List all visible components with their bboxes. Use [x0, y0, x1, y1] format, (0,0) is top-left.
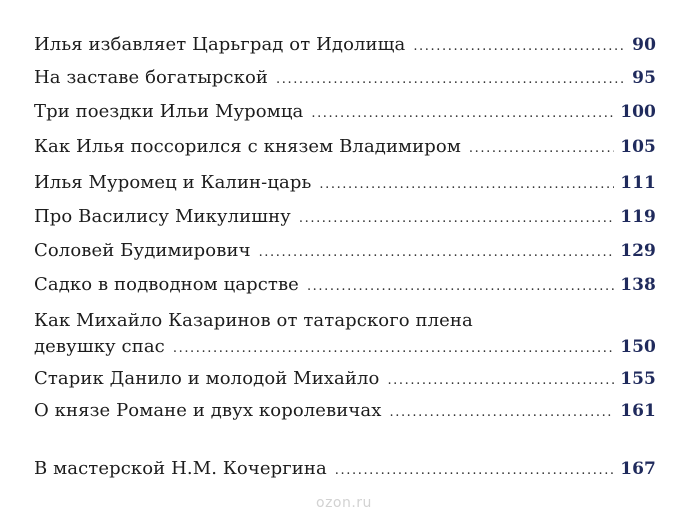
toc-entry-title: Как Илья поссорился с князем Владимиром [34, 136, 461, 157]
dot-leader [413, 34, 626, 60]
toc-entry [34, 366, 656, 392]
toc-entry-title: На заставе богатырской [34, 67, 268, 88]
toc-entry [34, 308, 656, 360]
toc-entry [34, 456, 656, 482]
dot-leader [173, 336, 614, 362]
toc-entry-page-number: 100 [620, 102, 656, 122]
dot-leader [319, 172, 614, 198]
dot-leader [299, 206, 614, 232]
toc-entry [34, 134, 656, 160]
toc-entry-title: Садко в подводном царстве [34, 274, 299, 295]
toc-entry-title: Как Михайло Казаринов от татарского плена [34, 310, 473, 331]
toc-entry-page-number: 90 [632, 35, 656, 55]
dot-leader [389, 400, 614, 426]
toc-entry-page-number: 161 [620, 401, 656, 421]
dot-leader [311, 101, 614, 127]
toc-entry [34, 170, 656, 196]
toc-entry [34, 238, 656, 264]
toc-entry-page-number: 155 [620, 369, 656, 389]
toc-entry [34, 99, 656, 125]
dot-leader [307, 274, 614, 300]
dot-leader [387, 368, 614, 394]
toc-entry-page-number: 129 [620, 241, 656, 261]
toc-entry-page-number: 150 [620, 337, 656, 357]
toc-entry-title: Илья Муромец и Калин-царь [34, 172, 312, 193]
toc-entry-title: О князе Романе и двух королевичах [34, 400, 382, 421]
toc-entry-page-number: 138 [620, 275, 656, 295]
toc-entry-page-number: 105 [620, 137, 656, 157]
toc-entry [34, 398, 656, 424]
toc-entry-page-number: 95 [632, 68, 656, 88]
ozon-watermark: ozon.ru [316, 495, 372, 511]
toc-entry-title: Про Василису Микулишну [34, 206, 291, 227]
dot-leader [276, 67, 626, 93]
dot-leader [469, 136, 614, 162]
toc-entry-title: Три поездки Ильи Муромца [34, 101, 304, 122]
dot-leader [259, 240, 615, 266]
toc-entry [34, 204, 656, 230]
dot-leader [335, 458, 614, 484]
toc-entry [34, 65, 656, 91]
toc-entry-page-number: 167 [620, 459, 656, 479]
toc-entry [34, 272, 656, 298]
toc-entry-page-number: 119 [620, 207, 656, 227]
toc-entry-title: Илья избавляет Царьград от Идолища [34, 34, 406, 55]
toc-entry-title: В мастерской Н.М. Кочергина [34, 458, 327, 479]
toc-entry-title: Соловей Будимирович [34, 240, 251, 261]
toc-entry-title: Старик Данило и молодой Михайло [34, 368, 380, 389]
toc-entry-title-continued: девушку спас [34, 336, 165, 357]
toc-entry [34, 32, 656, 58]
toc-entry-page-number: 111 [620, 173, 656, 193]
